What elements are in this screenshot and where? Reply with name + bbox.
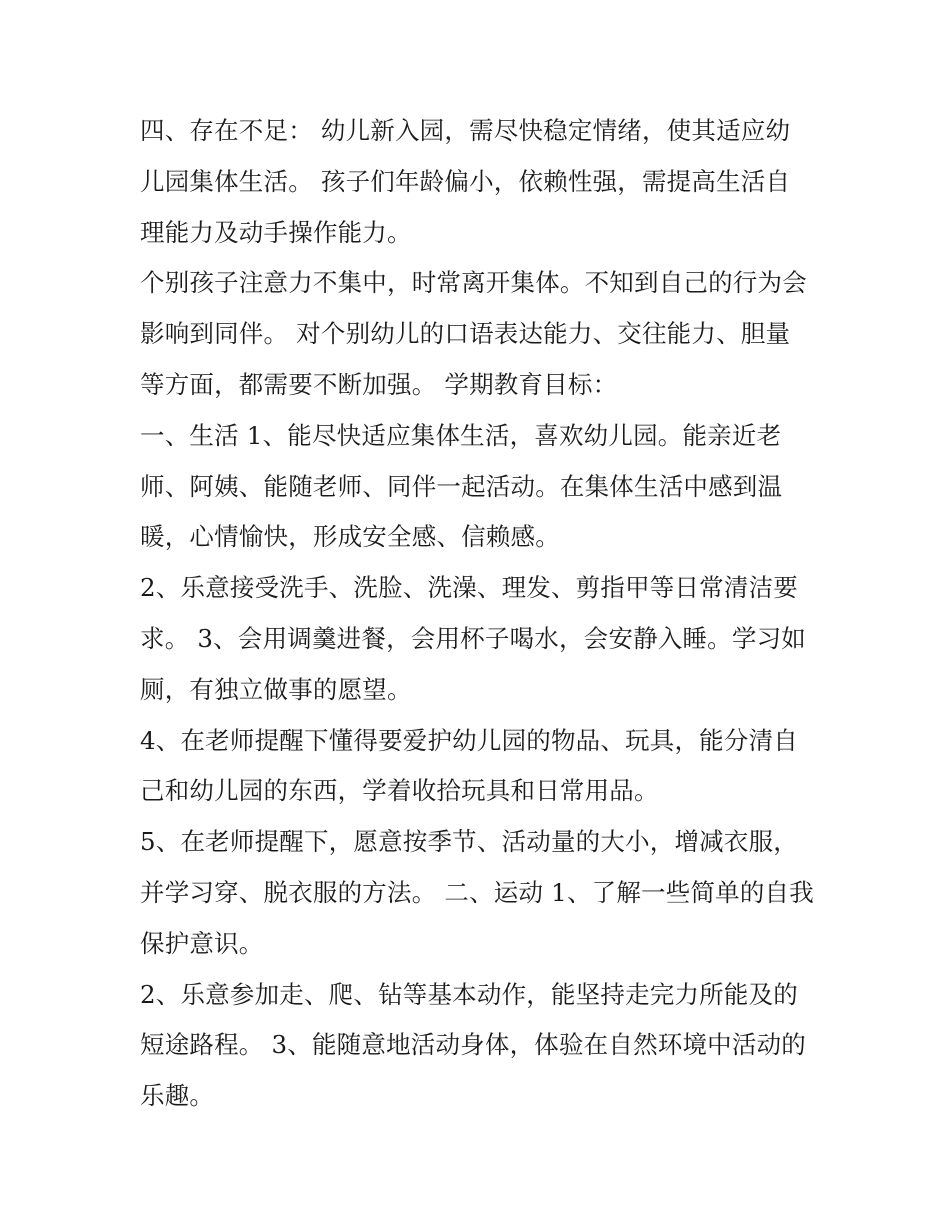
text-line: 一、生活 1、能尽快适应集体生活，喜欢幼儿园。能亲近老 <box>140 420 782 450</box>
text-line: 4、在老师提醒下懂得要爱护幼儿园的物品、玩具，能分清自 <box>140 725 798 755</box>
text-line: 短途路程。 3、能随意地活动身体，体验在自然环境中活动的 <box>140 1030 806 1060</box>
paragraph-life-goal-4 <box>140 716 820 818</box>
text-line: 个别孩子注意力不集中，时常离开集体。不知到自己的行为会 <box>140 268 807 298</box>
text-line: 己和幼儿园的东西，学着收拾玩具和日常用品。 <box>140 776 659 806</box>
paragraph-sport-goal-2-3 <box>140 970 820 1122</box>
paragraph-life-goal-2-3 <box>140 563 820 715</box>
text-line: 2、乐意参加走、爬、钻等基本动作，能坚持走完力所能及的 <box>140 979 798 1009</box>
text-line: 保护意识。 <box>140 928 264 958</box>
text-line: 等方面，都需要不断加强。 学期教育目标： <box>140 369 618 399</box>
text-line: 影响到同伴。 对个别幼儿的口语表达能力、交往能力、胆量 <box>140 319 791 349</box>
text-line: 求。 3、会用调羹进餐，会用杯子喝水，会安静入睡。学习如 <box>140 623 806 653</box>
paragraph-attention <box>140 258 820 410</box>
text-line: 儿园集体生活。 孩子们年龄偏小，依赖性强，需提高生活自 <box>140 166 791 196</box>
document-body <box>140 106 820 1122</box>
paragraph-life-goal-5 <box>140 817 820 969</box>
text-line: 并学习穿、脱衣服的方法。 二、运动 1、了解一些简单的自我 <box>140 877 814 907</box>
paragraph-shortcomings <box>140 106 820 258</box>
text-line: 暖，心情愉快，形成安全感、信赖感。 <box>140 522 560 552</box>
text-line: 5、在老师提醒下，愿意按季节、活动量的大小，增减衣服， <box>140 827 798 857</box>
text-line: 厕，有独立做事的愿望。 <box>140 674 412 704</box>
text-line: 师、阿姨、能随老师、同伴一起活动。在集体生活中感到温 <box>140 471 783 501</box>
text-line: 理能力及动手操作能力。 <box>140 217 412 247</box>
paragraph-life-goal-1 <box>140 411 820 563</box>
text-line: 四、存在不足： 幼儿新入园，需尽快稳定情绪，使其适应幼 <box>140 116 791 145</box>
text-line: 2、乐意接受洗手、洗脸、洗澡、理发、剪指甲等日常清洁要 <box>140 573 798 603</box>
text-line: 乐趣。 <box>140 1081 215 1111</box>
